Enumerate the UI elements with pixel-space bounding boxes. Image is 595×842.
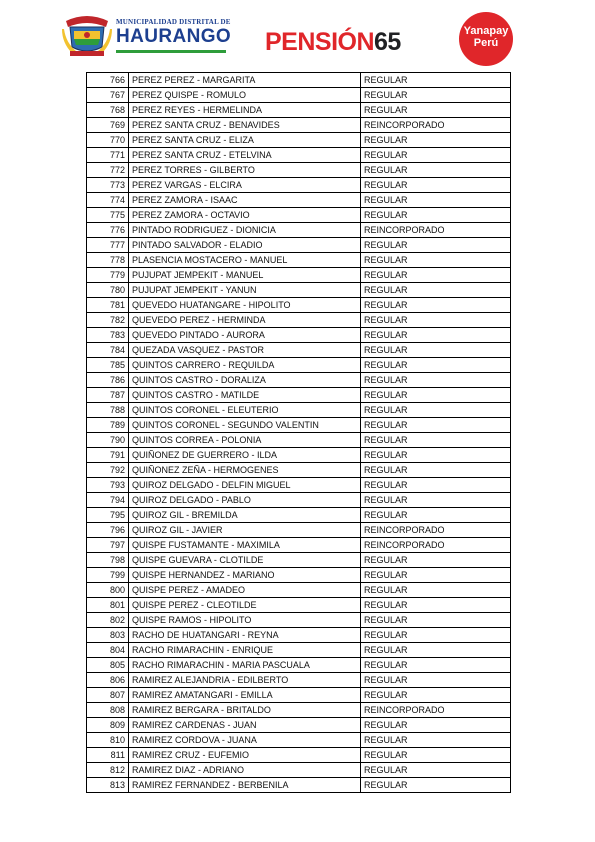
row-number: 799: [87, 568, 129, 583]
table-row: [87, 658, 511, 673]
row-number: 808: [87, 703, 129, 718]
beneficiary-status: REGULAR: [361, 193, 511, 208]
table-row: [87, 733, 511, 748]
table-row: [87, 763, 511, 778]
beneficiary-name: QUIROZ GIL - JAVIER: [129, 523, 361, 538]
table-row: [87, 298, 511, 313]
table-row: [87, 193, 511, 208]
beneficiary-status: REINCORPORADO: [361, 538, 511, 553]
beneficiary-name: QUEVEDO HUATANGARE - HIPOLITO: [129, 298, 361, 313]
municipality-line2: HAURANGO: [116, 26, 232, 47]
beneficiary-status: REGULAR: [361, 553, 511, 568]
table-row: [87, 463, 511, 478]
beneficiary-status: REGULAR: [361, 208, 511, 223]
row-number: 810: [87, 733, 129, 748]
beneficiary-name: PEREZ ZAMORA - ISAAC: [129, 193, 361, 208]
beneficiary-status: REGULAR: [361, 748, 511, 763]
table-row: [87, 418, 511, 433]
beneficiary-name: QUISPE PEREZ - CLEOTILDE: [129, 598, 361, 613]
row-number: 778: [87, 253, 129, 268]
row-number: 788: [87, 403, 129, 418]
beneficiary-table-body: [87, 73, 511, 793]
row-number: 791: [87, 448, 129, 463]
beneficiary-name: PEREZ PEREZ - MARGARITA: [129, 73, 361, 88]
beneficiary-name: RAMIREZ DIAZ - ADRIANO: [129, 763, 361, 778]
row-number: 806: [87, 673, 129, 688]
beneficiary-name: PEREZ SANTA CRUZ - ELIZA: [129, 133, 361, 148]
row-number: 775: [87, 208, 129, 223]
table-row: [87, 448, 511, 463]
row-number: 784: [87, 343, 129, 358]
row-number: 787: [87, 388, 129, 403]
beneficiary-name: RAMIREZ CARDENAS - JUAN: [129, 718, 361, 733]
beneficiary-name: QUEZADA VASQUEZ - PASTOR: [129, 343, 361, 358]
row-number: 772: [87, 163, 129, 178]
beneficiary-status: REINCORPORADO: [361, 118, 511, 133]
yanapay-line1: Yanapay: [463, 25, 509, 37]
table-row: [87, 403, 511, 418]
row-number: 782: [87, 313, 129, 328]
row-number: 802: [87, 613, 129, 628]
beneficiary-name: QUISPE FUSTAMANTE - MAXIMILA: [129, 538, 361, 553]
table-row: [87, 433, 511, 448]
table-row: [87, 493, 511, 508]
table-row: [87, 568, 511, 583]
beneficiary-status: REGULAR: [361, 73, 511, 88]
beneficiary-status: REGULAR: [361, 643, 511, 658]
row-number: 801: [87, 598, 129, 613]
beneficiary-status: REGULAR: [361, 283, 511, 298]
table-row: [87, 628, 511, 643]
pension-number: 65: [374, 28, 401, 56]
municipality-crest-icon: [62, 13, 112, 57]
beneficiary-name: PEREZ VARGAS - ELCIRA: [129, 178, 361, 193]
beneficiary-status: REGULAR: [361, 238, 511, 253]
beneficiary-status: REGULAR: [361, 508, 511, 523]
row-number: 800: [87, 583, 129, 598]
table-row: [87, 103, 511, 118]
municipality-line1: MUNICIPALIDAD DISTRITAL DE: [116, 18, 231, 26]
table-row: [87, 238, 511, 253]
beneficiary-name: QUIÑONEZ DE GUERRERO - ILDA: [129, 448, 361, 463]
row-number: 789: [87, 418, 129, 433]
table-row: [87, 328, 511, 343]
table-row: [87, 673, 511, 688]
beneficiary-name: QUISPE RAMOS - HIPOLITO: [129, 613, 361, 628]
row-number: 807: [87, 688, 129, 703]
table-row: [87, 118, 511, 133]
beneficiary-status: REGULAR: [361, 373, 511, 388]
row-number: 798: [87, 553, 129, 568]
row-number: 770: [87, 133, 129, 148]
beneficiary-status: REGULAR: [361, 148, 511, 163]
beneficiary-name: QUIROZ DELGADO - DELFIN MIGUEL: [129, 478, 361, 493]
beneficiary-status: REGULAR: [361, 733, 511, 748]
table-row: [87, 583, 511, 598]
table-row: [87, 223, 511, 238]
row-number: 795: [87, 508, 129, 523]
beneficiary-status: REGULAR: [361, 388, 511, 403]
beneficiary-name: RACHO RIMARACHIN - ENRIQUE: [129, 643, 361, 658]
beneficiary-status: REGULAR: [361, 433, 511, 448]
row-number: 771: [87, 148, 129, 163]
yanapay-line2: Perú: [473, 37, 499, 49]
table-row: [87, 553, 511, 568]
beneficiary-name: QUISPE HERNANDEZ - MARIANO: [129, 568, 361, 583]
beneficiary-name: PEREZ ZAMORA - OCTAVIO: [129, 208, 361, 223]
table-row: [87, 643, 511, 658]
beneficiary-status: REGULAR: [361, 253, 511, 268]
table-row: [87, 148, 511, 163]
table-row: [87, 748, 511, 763]
beneficiary-status: REGULAR: [361, 88, 511, 103]
table-row: [87, 613, 511, 628]
table-row: [87, 778, 511, 793]
page-header: [0, 0, 595, 68]
beneficiary-status: REGULAR: [361, 688, 511, 703]
table-row: [87, 253, 511, 268]
beneficiary-status: REGULAR: [361, 568, 511, 583]
row-number: 790: [87, 433, 129, 448]
beneficiary-status: REGULAR: [361, 418, 511, 433]
beneficiary-status: REGULAR: [361, 133, 511, 148]
row-number: 792: [87, 463, 129, 478]
row-number: 805: [87, 658, 129, 673]
beneficiary-name: PUJUPAT JEMPEKIT - MANUEL: [129, 268, 361, 283]
row-number: 768: [87, 103, 129, 118]
beneficiary-status: REGULAR: [361, 763, 511, 778]
table-row: [87, 208, 511, 223]
beneficiary-name: PEREZ TORRES - GILBERTO: [129, 163, 361, 178]
row-number: 786: [87, 373, 129, 388]
beneficiary-name: PINTADO RODRIGUEZ - DIONICIA: [129, 223, 361, 238]
row-number: 797: [87, 538, 129, 553]
table-row: [87, 73, 511, 88]
row-number: 813: [87, 778, 129, 793]
beneficiary-name: PUJUPAT JEMPEKIT - YANUN: [129, 283, 361, 298]
table-row: [87, 358, 511, 373]
beneficiary-name: QUINTOS CARRERO - REQUILDA: [129, 358, 361, 373]
beneficiary-status: REGULAR: [361, 583, 511, 598]
table-row: [87, 598, 511, 613]
beneficiary-status: REGULAR: [361, 628, 511, 643]
beneficiary-name: QUIROZ GIL - BREMILDA: [129, 508, 361, 523]
row-number: 779: [87, 268, 129, 283]
table-row: [87, 163, 511, 178]
beneficiary-name: QUEVEDO PINTADO - AURORA: [129, 328, 361, 343]
row-number: 776: [87, 223, 129, 238]
table-row: [87, 718, 511, 733]
beneficiary-name: RACHO RIMARACHIN - MARIA PASCUALA: [129, 658, 361, 673]
row-number: 783: [87, 328, 129, 343]
beneficiary-status: REGULAR: [361, 493, 511, 508]
beneficiary-status: REGULAR: [361, 673, 511, 688]
beneficiary-status: REGULAR: [361, 463, 511, 478]
table-row: [87, 88, 511, 103]
beneficiary-name: QUINTOS CORREA - POLONIA: [129, 433, 361, 448]
row-number: 809: [87, 718, 129, 733]
beneficiary-name: QUINTOS CORONEL - SEGUNDO VALENTIN: [129, 418, 361, 433]
table-row: [87, 313, 511, 328]
yanapay-peru-logo: [459, 12, 513, 66]
beneficiary-status: REGULAR: [361, 298, 511, 313]
row-number: 769: [87, 118, 129, 133]
row-number: 777: [87, 238, 129, 253]
table-row: [87, 523, 511, 538]
municipality-name: [116, 18, 232, 56]
beneficiary-name: PINTADO SALVADOR - ELADIO: [129, 238, 361, 253]
beneficiary-name: RAMIREZ AMATANGARI - EMILLA: [129, 688, 361, 703]
beneficiary-name: QUISPE PEREZ - AMADEO: [129, 583, 361, 598]
beneficiary-status: REGULAR: [361, 163, 511, 178]
table-row: [87, 373, 511, 388]
beneficiary-status: REINCORPORADO: [361, 523, 511, 538]
beneficiary-name: QUEVEDO PEREZ - HERMINDA: [129, 313, 361, 328]
table-row: [87, 268, 511, 283]
beneficiary-name: PEREZ REYES - HERMELINDA: [129, 103, 361, 118]
pension-word: PENSIÓN: [265, 28, 375, 56]
beneficiary-name: QUIÑONEZ ZEÑA - HERMOGENES: [129, 463, 361, 478]
row-number: 785: [87, 358, 129, 373]
municipality-underline: [116, 50, 226, 53]
row-number: 774: [87, 193, 129, 208]
beneficiary-status: REGULAR: [361, 313, 511, 328]
beneficiary-status: REGULAR: [361, 448, 511, 463]
beneficiary-status: REGULAR: [361, 103, 511, 118]
beneficiary-name: QUIROZ DELGADO - PABLO: [129, 493, 361, 508]
table-row: [87, 478, 511, 493]
table-row: [87, 703, 511, 718]
beneficiary-status: REINCORPORADO: [361, 703, 511, 718]
beneficiary-name: RAMIREZ BERGARA - BRITALDO: [129, 703, 361, 718]
row-number: 781: [87, 298, 129, 313]
row-number: 811: [87, 748, 129, 763]
beneficiary-status: REGULAR: [361, 358, 511, 373]
beneficiary-name: RAMIREZ CORDOVA - JUANA: [129, 733, 361, 748]
table-row: [87, 283, 511, 298]
table-row: [87, 343, 511, 358]
row-number: 767: [87, 88, 129, 103]
beneficiary-name: RAMIREZ CRUZ - EUFEMIO: [129, 748, 361, 763]
beneficiary-name: QUISPE GUEVARA - CLOTILDE: [129, 553, 361, 568]
beneficiary-table: [86, 72, 511, 793]
beneficiary-name: QUINTOS CASTRO - MATILDE: [129, 388, 361, 403]
table-row: [87, 388, 511, 403]
beneficiary-name: QUINTOS CASTRO - DORALIZA: [129, 373, 361, 388]
table-row: [87, 133, 511, 148]
row-number: 780: [87, 283, 129, 298]
row-number: 812: [87, 763, 129, 778]
pension65-logo: [265, 28, 401, 56]
beneficiary-status: REGULAR: [361, 178, 511, 193]
beneficiary-status: REGULAR: [361, 778, 511, 793]
row-number: 796: [87, 523, 129, 538]
beneficiary-status: REINCORPORADO: [361, 223, 511, 238]
table-row: [87, 508, 511, 523]
beneficiary-status: REGULAR: [361, 658, 511, 673]
beneficiary-name: RACHO DE HUATANGARI - REYNA: [129, 628, 361, 643]
beneficiary-name: PEREZ SANTA CRUZ - BENAVIDES: [129, 118, 361, 133]
beneficiary-status: REGULAR: [361, 343, 511, 358]
beneficiary-status: REGULAR: [361, 598, 511, 613]
row-number: 773: [87, 178, 129, 193]
beneficiary-name: RAMIREZ ALEJANDRIA - EDILBERTO: [129, 673, 361, 688]
beneficiary-status: REGULAR: [361, 613, 511, 628]
beneficiary-status: REGULAR: [361, 268, 511, 283]
row-number: 793: [87, 478, 129, 493]
beneficiary-status: REGULAR: [361, 478, 511, 493]
table-row: [87, 178, 511, 193]
table-row: [87, 688, 511, 703]
beneficiary-name: QUINTOS CORONEL - ELEUTERIO: [129, 403, 361, 418]
beneficiary-name: PEREZ QUISPE - ROMULO: [129, 88, 361, 103]
beneficiary-name: RAMIREZ FERNANDEZ - BERBENILA: [129, 778, 361, 793]
beneficiary-status: REGULAR: [361, 328, 511, 343]
row-number: 794: [87, 493, 129, 508]
row-number: 804: [87, 643, 129, 658]
beneficiary-name: PEREZ SANTA CRUZ - ETELVINA: [129, 148, 361, 163]
row-number: 766: [87, 73, 129, 88]
row-number: 803: [87, 628, 129, 643]
beneficiary-status: REGULAR: [361, 718, 511, 733]
beneficiary-name: PLASENCIA MOSTACERO - MANUEL: [129, 253, 361, 268]
beneficiary-status: REGULAR: [361, 403, 511, 418]
table-row: [87, 538, 511, 553]
